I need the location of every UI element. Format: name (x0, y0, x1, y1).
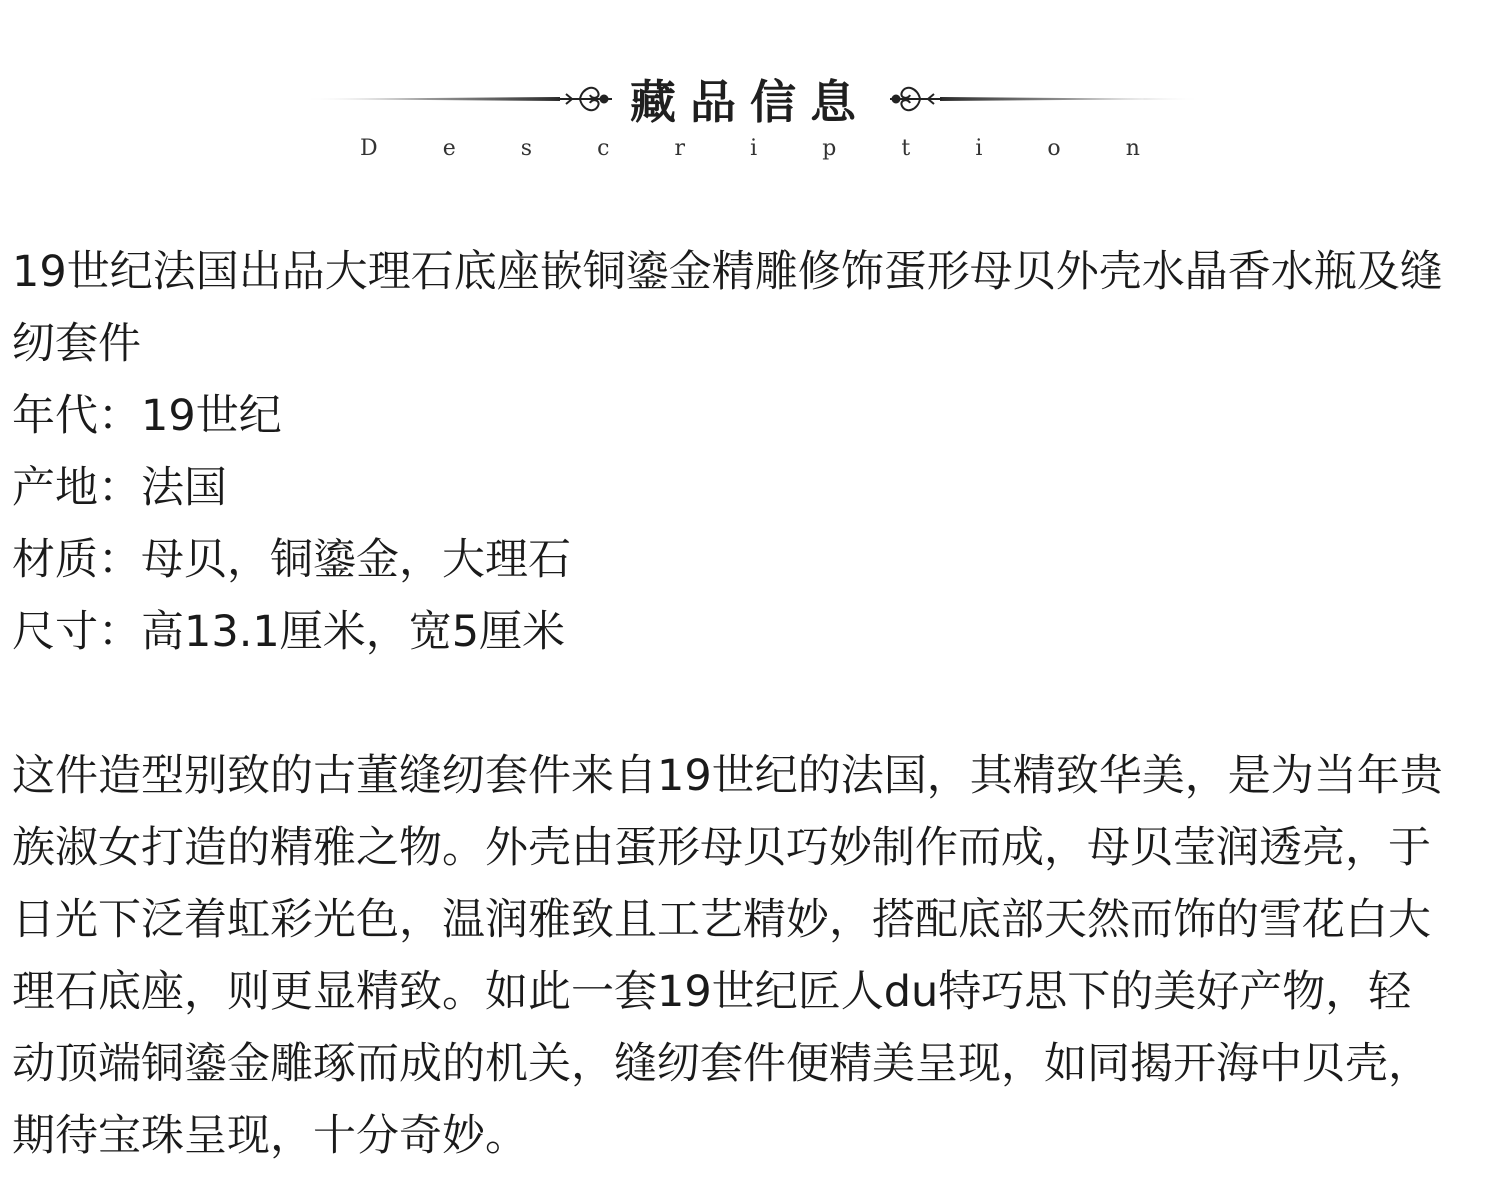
subtitle-letter: t (901, 136, 911, 161)
item-origin: 产地：法国 (12, 463, 227, 513)
item-description: 这件造型别致的古董缝纫套件来自19世纪的法国，其精致华美，是为当年贵族淑女打造的精雅之物。外壳由蛋形母贝巧妙制作而成，母贝莹润透亮，于日光下泛着虹彩光色，温润雅致且工艺精妙，搭配底部天然而饰的雪花白大理石底座，则更显精致。如此一套19世纪匠人du特巧思下的美好产物，轻动顶端铜鎏金雕琢而成的机关，缝纫套件便精美呈现，如同揭开海中贝壳，期待宝珠呈现，十分奇妙。 (12, 751, 1443, 1161)
subtitle-letter: i (975, 136, 983, 161)
subtitle-letter: o (1047, 136, 1061, 161)
subtitle-letter: c (597, 136, 610, 161)
subtitle-letter: s (520, 136, 533, 161)
subtitle-letter: r (674, 136, 686, 161)
subtitle-letter: p (822, 136, 837, 161)
subtitle-letter: D (360, 136, 378, 161)
subtitle-letter: e (442, 136, 456, 161)
item-size: 尺寸：高13.1厘米，宽5厘米 (12, 607, 566, 657)
paragraph-spacer (12, 668, 1452, 740)
item-name: 19世纪法国出品大理石底座嵌铜鎏金精雕修饰蛋形母贝外壳水晶香水瓶及缝纫套件 (12, 247, 1443, 369)
subtitle-letter: n (1125, 136, 1140, 161)
subtitle-letter: i (750, 136, 758, 161)
item-era: 年代：19世纪 (12, 391, 282, 441)
section-title: 藏品信息 (630, 75, 870, 129)
item-details (12, 236, 1452, 1172)
section-header (0, 60, 1500, 170)
section-subtitle (360, 134, 1140, 164)
item-material: 材质：母贝，铜鎏金，大理石 (12, 535, 571, 585)
